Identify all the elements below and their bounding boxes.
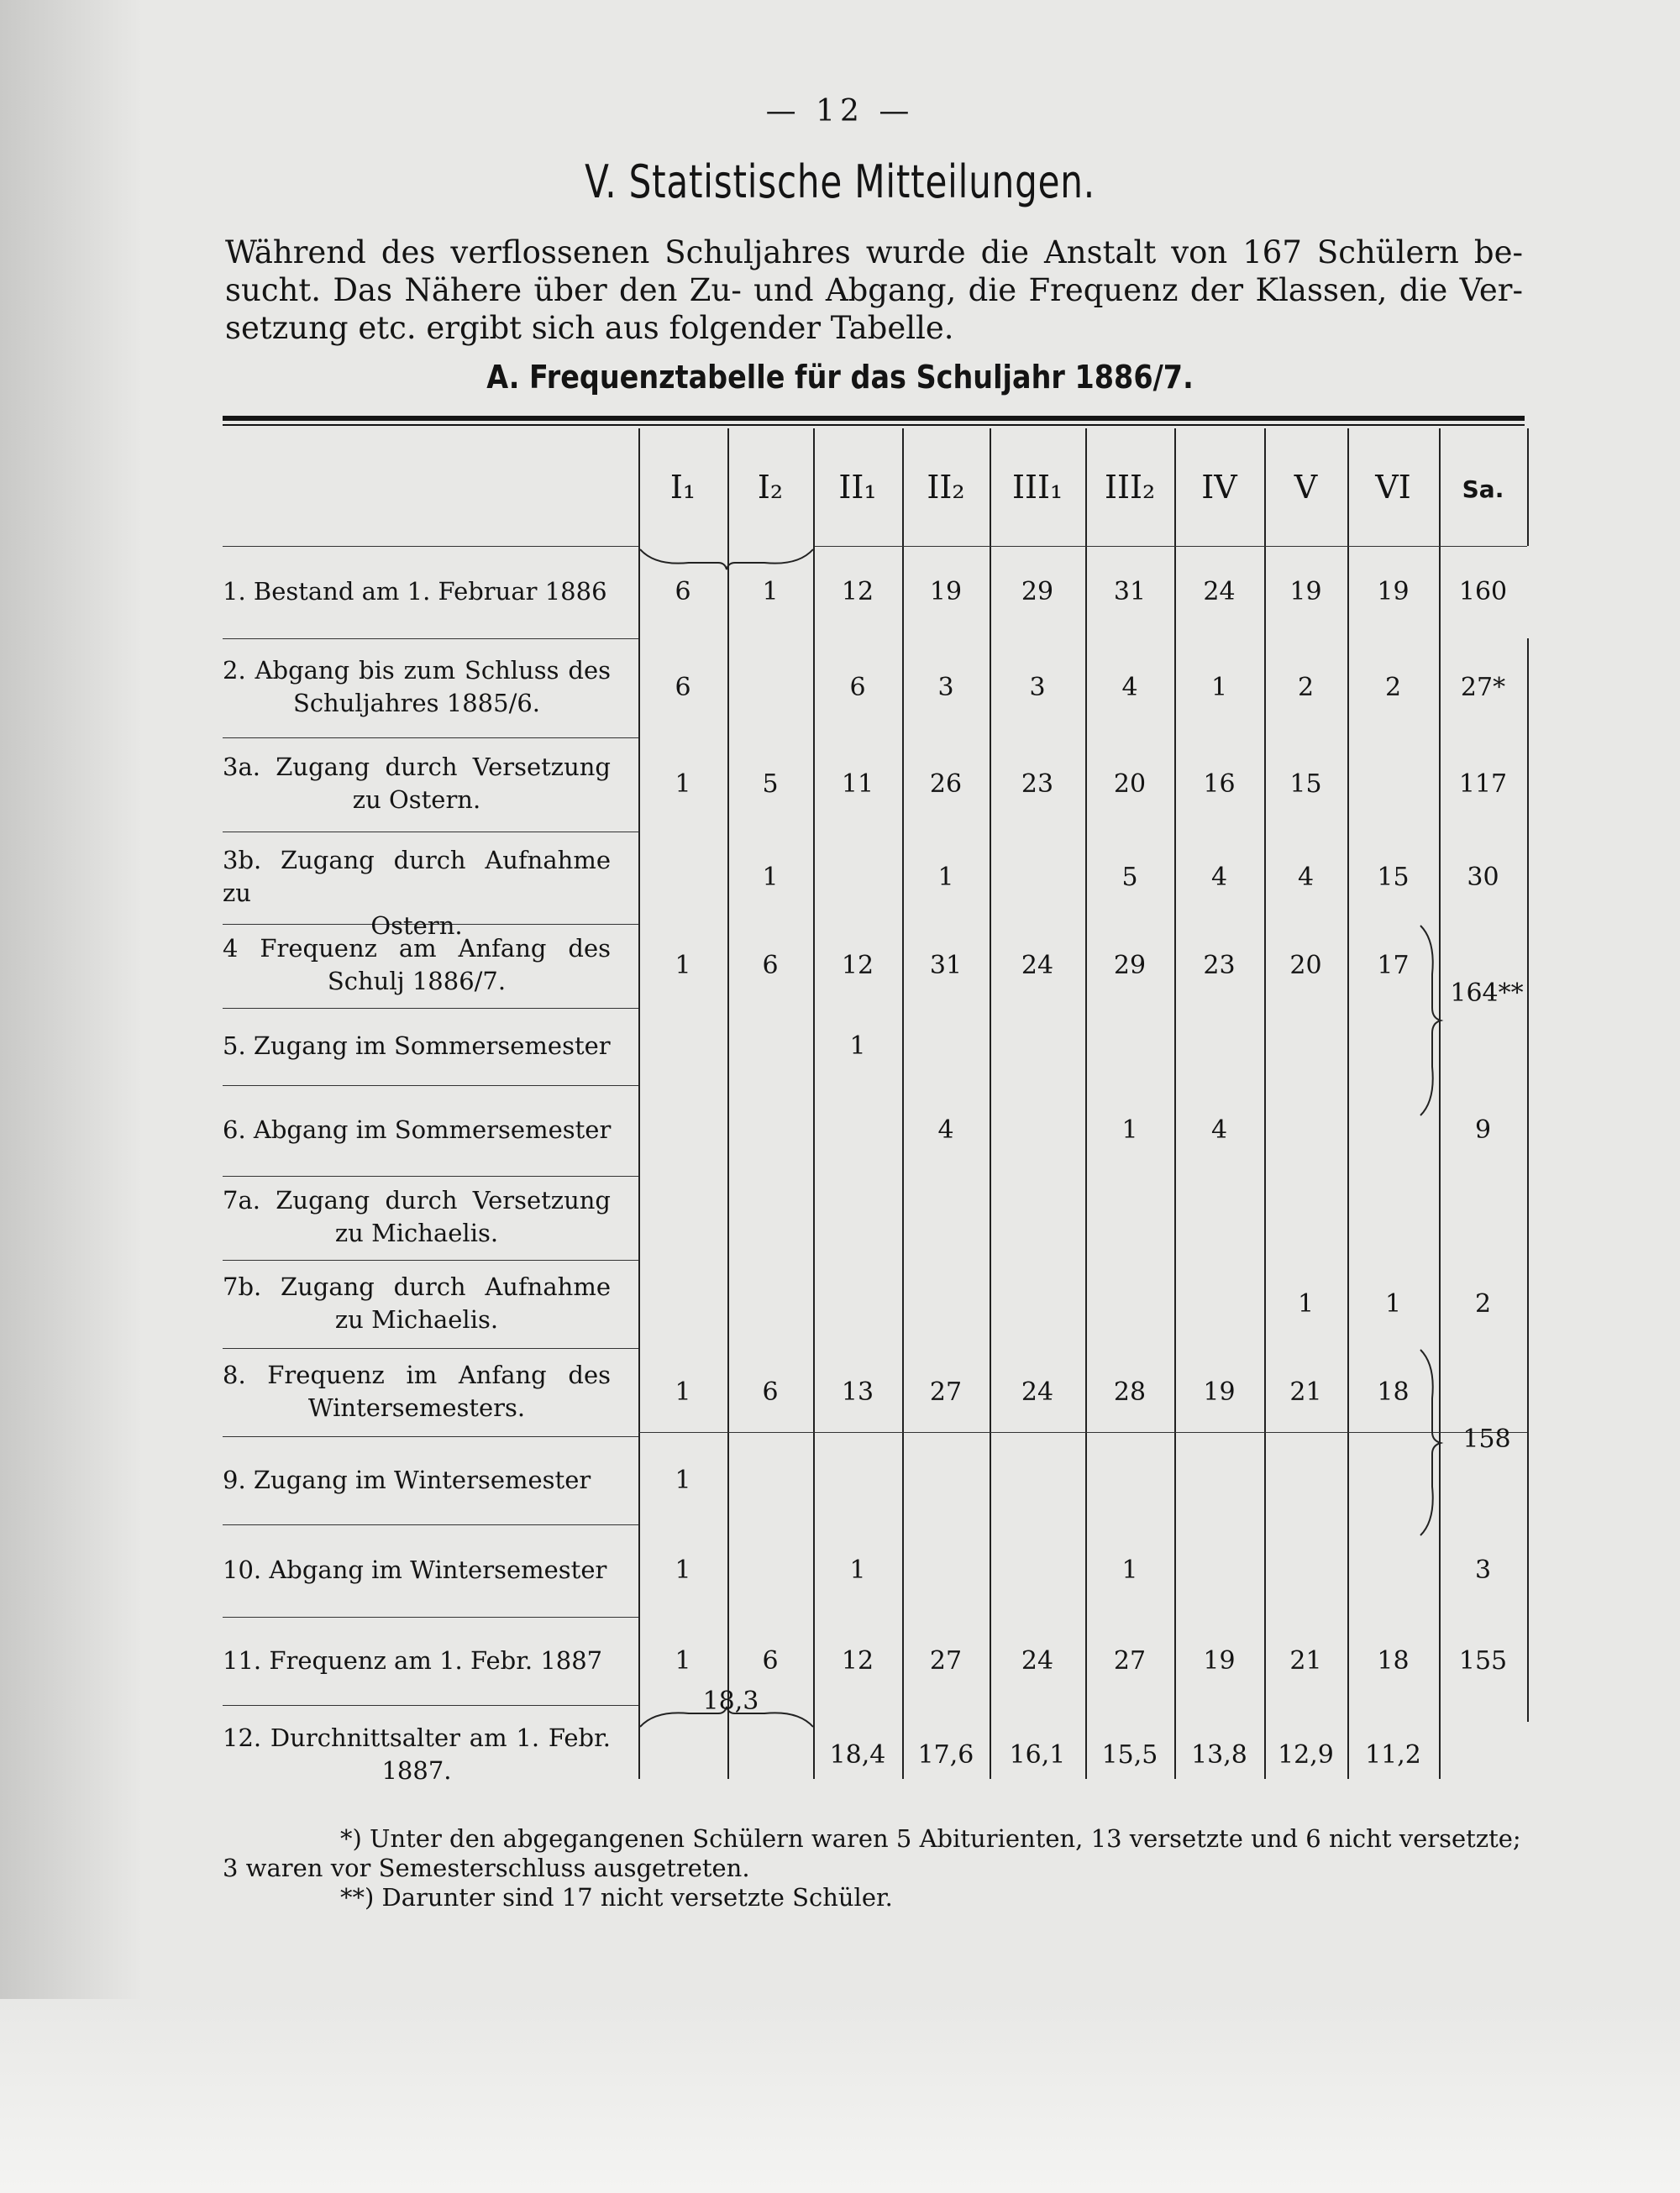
table-cell: 27 <box>929 1645 963 1676</box>
table-cell: 6 <box>675 577 691 606</box>
table-row-rule <box>223 737 638 738</box>
row-label-text: 1. Bestand am 1. Februar 1886 <box>223 577 607 606</box>
table-cell: 6 <box>849 673 866 702</box>
row-label-text: 10. Abgang im Wintersemester <box>223 1556 607 1584</box>
column-header: III₁ <box>1012 469 1063 506</box>
table-cell: 20 <box>1113 769 1147 799</box>
table-cell: 19 <box>929 577 963 606</box>
column-header: V <box>1294 469 1318 506</box>
page-number: — 12 — <box>765 94 915 129</box>
table-cell: 31 <box>929 951 963 980</box>
table-cell: 2 <box>1384 673 1402 702</box>
table-cell: 117 <box>1458 769 1508 799</box>
table-top-rule <box>223 416 1525 421</box>
footnote-1: *) Unter den abgegangenen Schülern waren 5 Abiturienten, 13 versetzte und 6 nicht versetzte; <box>340 1824 1521 1853</box>
row-label-text: zu Ostern. <box>352 785 481 814</box>
table-cell: 1 <box>675 769 691 799</box>
table-cell: 23 <box>1203 951 1236 980</box>
table-cell: 16 <box>1203 769 1236 799</box>
table-column-rule <box>902 428 904 1779</box>
row-label-text: 5. Zugang im Sommersemester <box>223 1031 611 1060</box>
table-cell: 6 <box>762 951 779 980</box>
table-cell: 19 <box>1203 1645 1236 1676</box>
table-cell: 1 <box>1297 1288 1315 1319</box>
table-cell: 2 <box>1474 1288 1492 1319</box>
row-label-text: 3b. Zugang durch Aufnahme zu <box>223 846 611 907</box>
table-cell: 21 <box>1289 1645 1322 1676</box>
table-cell: 27 <box>929 1377 963 1407</box>
row-label <box>223 654 611 720</box>
table-cell: 24 <box>1021 951 1054 980</box>
table-row-rule <box>223 1348 638 1349</box>
row-label <box>223 1554 611 1587</box>
table-cell: 1 <box>762 863 779 892</box>
table-cell: 18 <box>1377 1645 1410 1676</box>
row-label <box>223 1114 611 1146</box>
table-cell: 6 <box>762 1377 779 1407</box>
scan-shadow <box>0 0 143 2193</box>
intro-paragraph <box>225 233 1523 347</box>
column-header: VI <box>1375 469 1411 506</box>
table-cell: 1 <box>1121 1556 1138 1585</box>
intro-line: Während des verflossenen Schuljahres wurde die Anstalt von 167 Schülern be- <box>225 234 1523 270</box>
intro-line: setzung etc. ergibt sich aus folgender Tabelle. <box>225 310 954 346</box>
row-label-text: Schuljahres 1885/6. <box>292 689 541 717</box>
table-row-rule <box>223 1617 638 1618</box>
table-cell: 3 <box>1029 673 1046 702</box>
row-label-text: Wintersemesters. <box>307 1393 526 1422</box>
row-label <box>223 1271 611 1336</box>
row-label-text: zu Michaelis. <box>334 1304 499 1334</box>
table-title: A. Frequenztabelle für das Schuljahr 1886/7. <box>486 359 1194 396</box>
row-label-text: 7b. Zugang durch Aufnahme <box>223 1272 611 1301</box>
table-cell: 1 <box>849 1031 866 1061</box>
row-label-text: 2. Abgang bis zum Schluss des <box>223 656 611 685</box>
table-cell: 11,2 <box>1365 1740 1421 1770</box>
row-label <box>223 575 611 608</box>
row-label <box>223 844 611 942</box>
table-cell: 12 <box>841 951 874 980</box>
table-column-rule <box>638 428 640 1779</box>
table-cell: 4 <box>937 1115 954 1145</box>
table-column-rule <box>1264 428 1266 1779</box>
row-label-text: 8. Frequenz im Anfang des <box>223 1360 611 1389</box>
table-column-rule <box>1174 428 1176 1779</box>
row-label <box>223 1359 611 1424</box>
summer-total-cell: 164** <box>1450 978 1524 1008</box>
row-label-text: Schulj 1886/7. <box>327 967 507 995</box>
table-cell: 3 <box>937 673 954 702</box>
column-header: I₂ <box>757 469 784 506</box>
column-header: III₂ <box>1105 469 1156 506</box>
table-cell: 5 <box>762 769 779 799</box>
table-row-rule <box>223 1260 638 1261</box>
table-column-rule <box>1085 428 1087 1779</box>
table-cell: 1 <box>1121 1115 1138 1145</box>
winter-total-cell: 158 <box>1462 1424 1511 1454</box>
table-cell: 31 <box>1113 577 1147 606</box>
table-cell: 12,9 <box>1278 1740 1334 1770</box>
table-cell: 1 <box>675 1465 691 1495</box>
table-cell: 11 <box>841 769 874 799</box>
row-label <box>223 932 611 998</box>
brace-summer <box>1414 924 1447 1117</box>
table-cell: 1 <box>1210 673 1228 702</box>
table-row-rule <box>223 638 638 639</box>
table-column-rule <box>1527 428 1529 546</box>
table-cell: 1 <box>937 863 954 892</box>
table-cell: 6 <box>762 1645 779 1676</box>
table-cell: 12 <box>841 1645 874 1676</box>
table-row-rule <box>223 546 638 547</box>
row-label-text: 6. Abgang im Sommersemester <box>223 1115 612 1144</box>
column-header: II₂ <box>927 469 965 506</box>
table-cell: 17,6 <box>917 1740 974 1770</box>
table-cell: 13 <box>841 1377 874 1407</box>
table-cell: 26 <box>929 769 963 799</box>
table-cell: 155 <box>1458 1645 1508 1676</box>
table-cell: 20 <box>1289 951 1322 980</box>
table-cell: 18 <box>1377 1377 1410 1407</box>
brace-header-I <box>638 546 815 571</box>
table-cell: 24 <box>1021 1645 1054 1676</box>
table-cell: 1 <box>762 577 779 606</box>
row-label-text: 11. Frequenz am 1. Febr. 1887 <box>223 1645 603 1675</box>
table-cell: 24 <box>1203 577 1236 606</box>
table-cell: 15 <box>1289 769 1322 799</box>
footnote-2: **) Darunter sind 17 nicht versetzte Schüler. <box>340 1883 893 1912</box>
table-cell: 15,5 <box>1101 1740 1158 1770</box>
column-header: Sa. <box>1462 475 1504 503</box>
row-label-text: 12. Durchnittsalter am 1. Febr. <box>223 1723 611 1752</box>
table-row-rule <box>223 1705 638 1706</box>
row-label-text: Ostern. <box>370 911 463 940</box>
table-cell: 27 <box>1113 1645 1147 1676</box>
table-cell: 1 <box>675 951 691 980</box>
table-cell: 6 <box>675 673 691 702</box>
row-label-text: zu Michaelis. <box>334 1219 499 1247</box>
age-I-cell: 18,3 <box>702 1687 759 1716</box>
table-cell: 21 <box>1289 1377 1322 1407</box>
table-cell: 4 <box>1210 863 1228 892</box>
table-column-rule <box>813 428 815 1779</box>
table-cell: 16,1 <box>1009 1740 1066 1770</box>
table-cell: 19 <box>1377 577 1410 606</box>
row-label-text: 9. Zugang im Wintersemester <box>223 1465 591 1494</box>
table-cell: 12 <box>841 577 874 606</box>
table-cell: 4 <box>1121 673 1138 702</box>
row-label-text: 1887. <box>381 1756 452 1785</box>
row-label-text: 4 Frequenz am Anfang des <box>223 934 611 963</box>
table-cell: 23 <box>1021 769 1054 799</box>
table-cell: 17 <box>1377 951 1410 980</box>
table-cell: 2 <box>1297 673 1315 702</box>
table-cell: 1 <box>849 1556 866 1585</box>
table-column-rule <box>727 428 729 1779</box>
table-cell: 4 <box>1210 1115 1228 1145</box>
table-cell: 160 <box>1458 577 1508 606</box>
table-top-rule-thin <box>223 424 1525 426</box>
table-column-rule <box>1527 638 1529 1722</box>
table-cell: 29 <box>1113 951 1147 980</box>
row-label <box>223 1464 611 1497</box>
table-cell: 1 <box>675 1377 691 1407</box>
table-cell: 27* <box>1460 673 1506 702</box>
table-row-rule <box>223 1524 638 1525</box>
table-row-rule <box>638 1432 1527 1433</box>
table-row-rule <box>223 1176 638 1177</box>
row-label <box>223 751 611 816</box>
column-header: II₁ <box>838 469 877 506</box>
table-cell: 18,4 <box>829 1740 886 1770</box>
row-label <box>223 1645 611 1677</box>
table-cell: 24 <box>1021 1377 1054 1407</box>
table-cell: 1 <box>1384 1288 1402 1319</box>
table-cell: 1 <box>675 1645 691 1676</box>
table-column-rule <box>990 428 991 1779</box>
row-label <box>223 1030 611 1062</box>
table-cell: 13,8 <box>1191 1740 1247 1770</box>
table-row-rule <box>223 1436 638 1437</box>
table-cell: 9 <box>1474 1115 1492 1145</box>
table-column-rule <box>1347 428 1349 1779</box>
table-cell: 29 <box>1021 577 1054 606</box>
table-cell: 5 <box>1121 863 1138 892</box>
table-cell: 4 <box>1297 863 1315 892</box>
row-label <box>223 1722 611 1787</box>
table-cell: 19 <box>1203 1377 1236 1407</box>
table-row-rule <box>223 1085 638 1086</box>
row-label <box>223 1184 611 1250</box>
table-cell: 19 <box>1289 577 1322 606</box>
row-label-text: 3a. Zugang durch Versetzung <box>223 753 611 781</box>
table-row-rule <box>223 1008 638 1009</box>
footnote-1-cont: 3 waren vor Semesterschluss ausgetreten. <box>223 1854 750 1882</box>
table-cell: 3 <box>1474 1556 1492 1585</box>
table-cell: 28 <box>1113 1377 1147 1407</box>
column-header: I₁ <box>669 469 696 506</box>
section-heading: V. Statistische Mitteilungen. <box>585 155 1095 208</box>
table-cell: 1 <box>675 1556 691 1585</box>
table-cell: 15 <box>1377 863 1410 892</box>
intro-line: sucht. Das Nähere über den Zu- und Abgang, die Frequenz der Klassen, die Ver- <box>225 272 1523 308</box>
table-row-rule <box>815 546 1527 547</box>
table-cell: 30 <box>1467 863 1499 892</box>
column-header: IV <box>1201 469 1237 506</box>
scan-shadow-bottom <box>0 1999 1680 2193</box>
row-label-text: 7a. Zugang durch Versetzung <box>223 1186 611 1215</box>
